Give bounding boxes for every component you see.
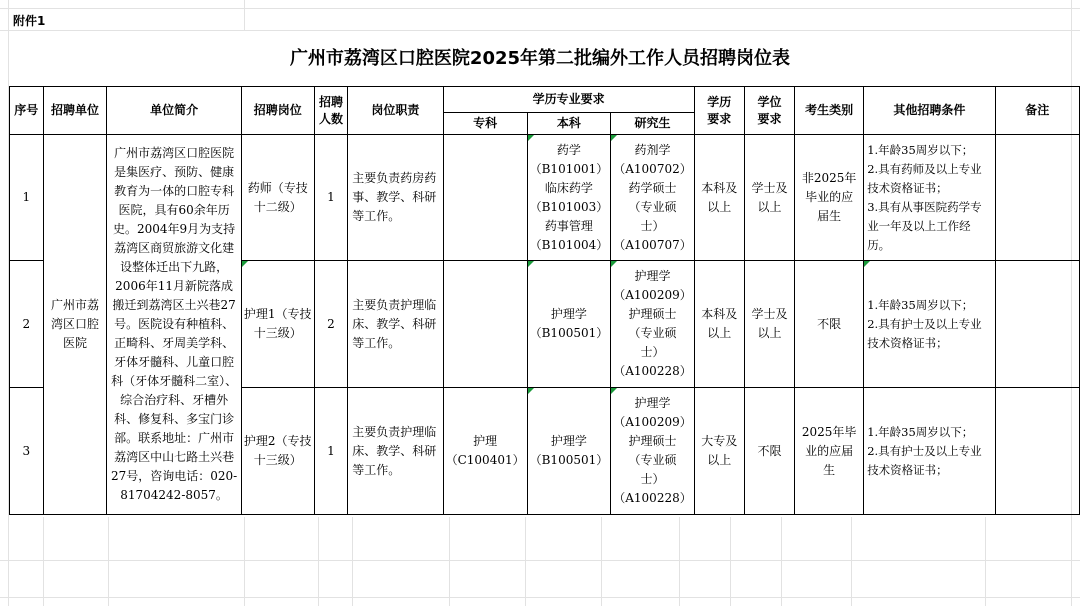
header-post: 招聘岗位 [241, 87, 314, 135]
cell-remark [995, 388, 1079, 515]
gridline [985, 517, 986, 606]
header-edu-graduate: 研究生 [611, 113, 694, 135]
cell-graduate: 药剂学 （A100702） 药学硕士 （专业硕 士） （A100707） [611, 135, 694, 261]
gridline [318, 517, 319, 606]
cell-duty: 主要负责护理临床、教学、科研等工作。 [348, 388, 443, 515]
cell-count: 2 [314, 261, 348, 388]
gridline [43, 517, 44, 606]
cell-seq: 3 [10, 388, 44, 515]
header-remark: 备注 [995, 87, 1079, 135]
table-row [10, 135, 1080, 261]
cell-post: 护理1（专技十三级） [241, 261, 314, 388]
cell-exam-type: 不限 [795, 261, 864, 388]
cell-bachelor: 护理学 （B100501） [527, 388, 611, 515]
cell-degree: 学士及 以上 [744, 135, 794, 261]
cell-college [443, 261, 527, 388]
cell-unit-intro: 广州市荔湾区口腔医院是集医疗、预防、健康教育为一体的口腔专科医院，具有60余年历史。2004年9月为支持荔湾区商贸旅游文化建设整体迁出下九路，2006年11月新院落成搬迁到荔湾区土兴巷27号。医院设有种植科、正畸科、牙周美学科、牙体牙髓科、儿童口腔科（牙体牙髓科二室）、综合治疗科、牙槽外科、修复科、多宝门诊部。联系地址：广州市荔湾区中山七路土兴巷27号，咨询电话：020-81704242-8057。 [107, 135, 241, 515]
header-seq: 序号 [10, 87, 44, 135]
cell-other: 1.年龄35周岁以下； 2.具有药师及以上专业技术资格证书； 3.具有从事医院药学专业一年及以上工作经历。 [864, 135, 995, 261]
cell-count: 1 [314, 388, 348, 515]
cell-education: 大专及 以上 [694, 388, 744, 515]
cell-exam-type: 非2025年 毕业的应 届生 [795, 135, 864, 261]
gridline [0, 8, 1080, 9]
cell-exam-type: 2025年毕 业的应届 生 [795, 388, 864, 515]
cell-bachelor: 护理学 （B100501） [527, 261, 611, 388]
gridline [730, 517, 731, 606]
header-edu-bachelor: 本科 [527, 113, 611, 135]
cell-seq: 1 [10, 135, 44, 261]
header-exam-type: 考生类别 [795, 87, 864, 135]
header-edu-college: 专科 [443, 113, 527, 135]
cell-other: 1.年龄35周岁以下； 2.具有护士及以上专业技术资格证书； [864, 261, 995, 388]
cell-graduate: 护理学 （A100209） 护理硕士 （专业硕 士） （A100228） [611, 261, 694, 388]
cell-graduate: 护理学 （A100209） 护理硕士 （专业硕 士） （A100228） [611, 388, 694, 515]
cell-college: 护理 （C100401） [443, 388, 527, 515]
cell-degree: 学士及 以上 [744, 261, 794, 388]
gridline [352, 517, 353, 606]
cell-duty: 主要负责药房药事、教学、科研等工作。 [348, 135, 443, 261]
header-unit: 招聘单位 [43, 87, 107, 135]
cell-seq: 2 [10, 261, 44, 388]
header-edu-group: 学历专业要求 [443, 87, 694, 113]
cell-count: 1 [314, 135, 348, 261]
gridline [679, 517, 680, 606]
gridline [0, 560, 1080, 561]
cell-duty: 主要负责护理临床、教学、科研等工作。 [348, 261, 443, 388]
header-education: 学历 要求 [694, 87, 744, 135]
gridline [851, 517, 852, 606]
header-other: 其他招聘条件 [864, 87, 995, 135]
cell-unit-name: 广州市荔湾区口腔医院 [43, 135, 107, 515]
cell-education: 本科及 以上 [694, 135, 744, 261]
cell-education: 本科及 以上 [694, 261, 744, 388]
cell-other: 1.年龄35周岁以下； 2.具有护士及以上专业技术资格证书； [864, 388, 995, 515]
cell-degree: 不限 [744, 388, 794, 515]
header-count: 招聘 人数 [314, 87, 348, 135]
cell-remark [995, 261, 1079, 388]
gridline [449, 517, 450, 606]
gridline [781, 517, 782, 606]
attachment-label: 附件1 [13, 14, 46, 28]
gridline [0, 30, 1080, 31]
cell-college [443, 135, 527, 261]
cell-post: 药师（专技十二级） [241, 135, 314, 261]
header-intro: 单位简介 [107, 87, 241, 135]
cell-remark [995, 135, 1079, 261]
recruitment-table [9, 86, 1080, 515]
page-title: 广州市荔湾区口腔医院2025年第二批编外工作人员招聘岗位表 [289, 48, 791, 69]
header-duty: 岗位职责 [348, 87, 443, 135]
gridline [525, 517, 526, 606]
gridline [244, 517, 245, 606]
header-degree: 学位 要求 [744, 87, 794, 135]
gridline [108, 517, 109, 606]
gridline [0, 597, 1080, 598]
cell-post: 护理2（专技十三级） [241, 388, 314, 515]
gridline [601, 517, 602, 606]
cell-bachelor: 药学 （B101001） 临床药学 （B101003） 药事管理 （B101004） [527, 135, 611, 261]
gridline [244, 0, 245, 30]
